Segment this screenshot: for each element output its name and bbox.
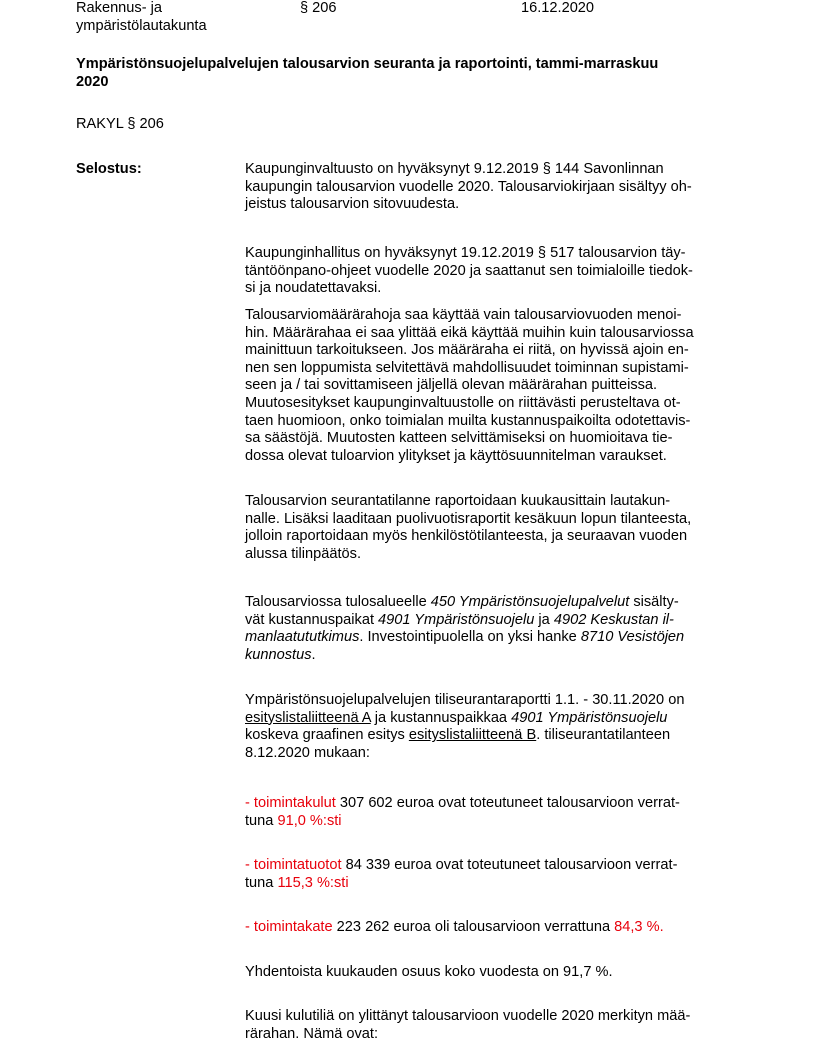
committee-line-1: Rakennus- ja xyxy=(76,0,162,16)
paragraph-5 xyxy=(245,594,684,664)
reference: RAKYL § 206 xyxy=(76,116,164,132)
p2-line: si ja noudatettavaksi. xyxy=(245,280,382,297)
p2-line: Kaupunginhallitus on hyväksynyt 19.12.2019 § 517 talousarvion täy- xyxy=(245,245,686,261)
document-title xyxy=(76,56,658,91)
p3-line: taen huomioon, onko toimialan muilta kustannuspaikoilta odotettavis- xyxy=(245,412,691,429)
item-label: toimintakulut xyxy=(253,795,336,811)
p1-line: kaupungin talousarvion vuodelle 2020. Talousarviokirjaan sisältyy oh- xyxy=(245,178,692,195)
p4-line: Talousarvion seurantatilanne raportoidaan kuukausittain lautakun- xyxy=(245,493,671,509)
p3-line: dossa olevat tuloarvion ylitykset ja käyttösuunnitelman varaukset. xyxy=(245,447,667,464)
p3-line: seen ja / tai sovittamiseen jäljellä olevan määrärahan puitteissa. xyxy=(245,377,658,394)
p6-line: koskeva graafinen esitys esityslistaliitteenä B. tiliseurantatilanteen xyxy=(245,727,671,744)
selostus-label: Selostus: xyxy=(76,161,142,177)
p3-line: sa säästöjä. Muutosten katteen selvittämiseksi on huomioitava tie- xyxy=(245,430,673,447)
paragraph-6 xyxy=(245,692,684,762)
item-toimintatuotot: - toimintatuotot 84 339 euroa ovat toteutuneet talousarvioon verrat- tuna 115,3 %:sti xyxy=(245,857,678,891)
p5-line: manlaatututkimus. Investointipuolella on yksi hanke 8710 Vesistöjen xyxy=(245,629,685,646)
attachment-b-link[interactable]: esityslistaliitteenä B xyxy=(408,727,537,744)
p4-line: alussa tilinpäätös. xyxy=(245,545,362,562)
p3-line: hin. Määrärahaa ei saa ylittää eikä käyttää muihin kuin talousarviossa xyxy=(245,324,694,341)
p8-line: rärahan. Nämä ovat: xyxy=(245,1025,379,1042)
paragraph-3 xyxy=(245,307,694,465)
item-label: toimintakate xyxy=(253,919,333,935)
p2-line: täntöönpano-ohjeet vuodelle 2020 ja saattanut sen toimialoille tiedok- xyxy=(245,262,693,279)
paragraph-4 xyxy=(245,493,691,563)
p6-line: Ympäristönsuojelupalvelujen tiliseurantaraportti 1.1. - 30.11.2020 on xyxy=(245,692,685,708)
p5-line: vät kustannuspaikat 4901 Ympäristönsuojelu ja 4902 Keskustan il- xyxy=(245,611,674,628)
item-label: toimintatuotot xyxy=(253,857,342,873)
title-line-1: Ympäristönsuojelupalvelujen talousarvion seuranta ja raportointi, tammi-marraskuu xyxy=(76,56,659,72)
p3-line: Talousarviomäärärahoja saa käyttää vain talousarviovuoden menoi- xyxy=(245,307,682,323)
committee-name xyxy=(76,0,207,35)
attachment-a-link[interactable]: esityslistaliitteenä A xyxy=(245,709,371,726)
item-percentage: 84,3 %. xyxy=(614,919,664,935)
paragraph-8 xyxy=(245,1008,690,1043)
p1-line: jeistus talousarvion sitovuudesta. xyxy=(245,196,460,213)
paragraph-7: Yhdentoista kuukauden osuus koko vuodesta on 91,7 %. xyxy=(245,964,613,980)
p5-line: Talousarviossa tulosalueelle 450 Ympäristönsuojelupalvelut sisälty- xyxy=(245,594,679,610)
p6-line: esityslistaliitteenä A ja kustannuspaikkaa 4901 Ympäristönsuojelu xyxy=(245,709,668,726)
paragraph-2 xyxy=(245,245,693,298)
committee-line-2: ympäristölautakunta xyxy=(76,17,207,34)
p5-line: kunnostus. xyxy=(245,646,316,663)
p3-line: mainittuun tarkoitukseen. Jos määräraha ei riitä, on hyvissä ajoin en- xyxy=(245,342,689,359)
meeting-date: 16.12.2020 xyxy=(521,0,595,16)
item-toimintakate: - toimintakate 223 262 euroa oli talousarvioon verrattuna 84,3 %. xyxy=(245,919,664,935)
p6-line: 8.12.2020 mukaan: xyxy=(245,744,370,761)
section-number: § 206 xyxy=(300,0,337,16)
paragraph-1 xyxy=(245,161,692,214)
item-percentage: 91,0 %:sti xyxy=(277,812,342,829)
p4-line: nalle. Lisäksi laaditaan puolivuotisraportit kesäkuun lopun tilanteesta, xyxy=(245,510,692,527)
title-line-2: 2020 xyxy=(76,73,109,90)
p3-line: Muutosesitykset kaupunginvaltuustolle on riittävästi perusteltava ot- xyxy=(245,394,681,411)
item-percentage: 115,3 %:sti xyxy=(277,874,349,891)
item-toimintakulut: - toimintakulut 307 602 euroa ovat toteutuneet talousarvioon verrat- tuna 91,0 %:sti xyxy=(245,795,680,829)
p4-line: jolloin raportoidaan myös henkilöstötilanteesta, ja seuraavan vuoden xyxy=(245,528,688,545)
p3-line: nen sen loppumista selvitettävä mahdollisuudet toiminnan supistami- xyxy=(245,359,689,376)
p1-line: Kaupunginvaltuusto on hyväksynyt 9.12.2019 § 144 Savonlinnan xyxy=(245,161,664,177)
p8-line: Kuusi kulutiliä on ylittänyt talousarvioon vuodelle 2020 merkityn mää- xyxy=(245,1008,691,1024)
